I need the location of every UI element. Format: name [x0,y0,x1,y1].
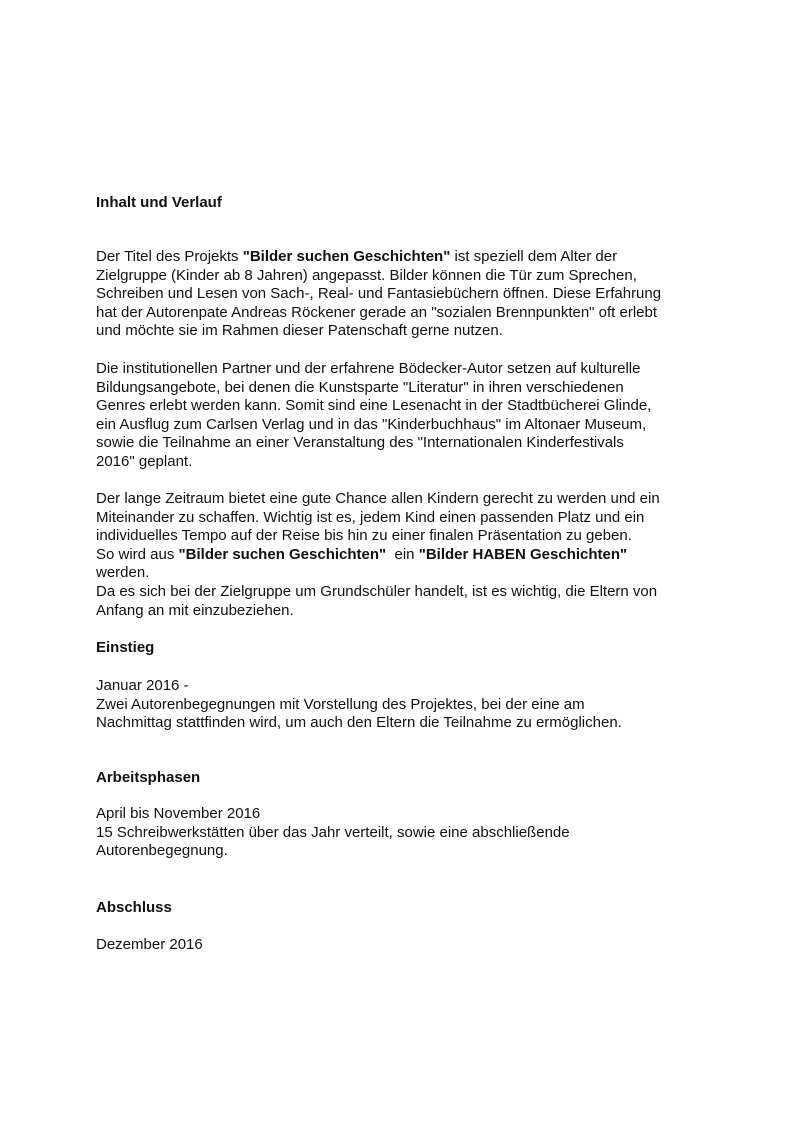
text-line: Die institutionellen Partner und der erfahrene Bödecker-Autor setzen auf kulturelle [96,360,641,377]
text-line: Zwei Autorenbegegnungen mit Vorstellung des Projektes, bei der eine am [96,695,585,713]
text-line: individuelles Tempo auf der Reise bis hin zu einer finalen Präsentation zu geben. [96,527,632,545]
project-title-bold: "Bilder suchen Geschichten" [178,545,387,563]
text-line: Nachmittag stattfinden wird, um auch den Eltern die Teilnahme zu ermöglichen. [96,714,622,732]
text-line: hat der Autorenpate Andreas Röckener gerade an "sozialen Brennpunkten" oft erlebt [96,303,658,321]
paragraph-timeframe [96,490,660,620]
text-line: April bis November 2016 [96,805,261,822]
text-line: Anfang an mit einzubeziehen. [96,601,294,619]
paragraph-einstieg [96,677,622,733]
text-line: Dezember 2016 [96,936,203,953]
text-line: Genres erlebt werden kann. Somit sind eine Lesenacht in der Stadtbücherei Glinde, [96,397,652,415]
text-line: 15 Schreibwerkstätten über das Jahr verteilt, sowie eine abschließende [96,823,570,841]
text-line: werden. [96,564,150,582]
text-line: Autorenbegegnung. [96,842,228,860]
text-run: Der Titel des Projekts [96,248,243,265]
heading-inhalt-und-verlauf: Inhalt und Verlauf [96,194,222,211]
text-line: sowie die Teilnahme an einer Veranstaltung des "Internationalen Kinderfestivals [96,434,624,452]
paragraph-project-title [96,248,661,341]
text-run: ein [386,545,419,563]
paragraph-arbeitsphasen [96,805,570,861]
paragraph-abschluss [96,936,203,955]
text-line: Bildungsangebote, bei denen die Kunstsparte "Literatur" in ihren verschiedenen [96,378,624,396]
text-line: Schreiben und Lesen von Sach-, Real- und Fantasiebüchern öffnen. Diese Erfahrung [96,285,662,303]
text-line: ein Ausflug zum Carlsen Verlag und in das "Kinderbuchhaus" im Altonaer Museum, [96,415,647,433]
project-title-bold: "Bilder suchen Geschichten" [242,248,451,265]
text-line: Da es sich bei der Zielgruppe um Grundschüler handelt, ist es wichtig, die Eltern von [96,582,658,600]
text-line: Januar 2016 - [96,677,189,694]
text-line: 2016" geplant. [96,452,193,470]
text-line: und möchte sie im Rahmen dieser Patenschaft gerne nutzen. [96,322,503,340]
text-line: Der lange Zeitraum bietet eine gute Chance allen Kindern gerecht zu werden und ein [96,490,660,507]
heading-arbeitsphasen: Arbeitsphasen [96,769,201,786]
text-line [96,248,661,267]
text-line: Miteinander zu schaffen. Wichtig ist es, jedem Kind einen passenden Platz und ein [96,508,645,526]
project-title-alt-bold: "Bilder HABEN Geschichten" [418,545,628,563]
heading-abschluss: Abschluss [96,899,172,916]
paragraph-partners [96,360,651,472]
text-line: Zielgruppe (Kinder ab 8 Jahren) angepasst. Bilder können die Tür zum Sprechen, [96,266,637,284]
heading-einstieg: Einstieg [96,639,155,656]
text-run: So wird aus [96,545,179,563]
text-run: ist speziell dem Alter der [450,248,618,265]
text-line [96,546,660,565]
